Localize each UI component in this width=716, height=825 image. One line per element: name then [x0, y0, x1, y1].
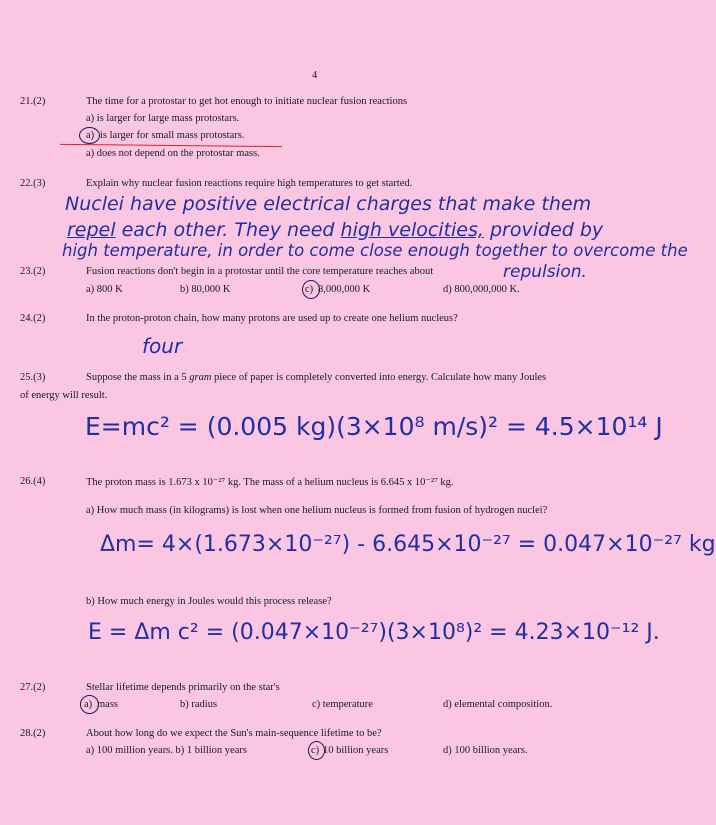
q26-part-b: b) How much energy in Joules would this process release?	[86, 596, 332, 607]
q23-number: 23.(2)	[20, 266, 46, 277]
q27-text: Stellar lifetime depends primarily on the star's	[86, 682, 280, 693]
q24-number: 24.(2)	[20, 313, 46, 324]
q27-option-a-letter: a)	[84, 699, 93, 710]
q21-option-b-text: is larger for small mass protostars.	[100, 130, 245, 141]
q28-option-c-text: 10 billion years	[323, 745, 389, 756]
q25-text-line2: of energy will result.	[20, 390, 108, 401]
q27-option-d: d) elemental composition.	[443, 699, 553, 710]
q22-handwritten-line3: high temperature, in order to come close enough together to overcome the	[62, 241, 688, 260]
q27-option-b: b) radius	[180, 699, 218, 710]
q21-red-underline	[60, 144, 282, 147]
q23-option-c-text: 8,000,000 K	[318, 284, 371, 295]
q23-option-c-letter: c)	[305, 284, 314, 295]
q27-option-a-text: mass	[97, 699, 118, 710]
q21-option-a: a) is larger for large mass protostars.	[86, 113, 240, 124]
q26-text: The proton mass is 1.673 x 10⁻²⁷ kg. The mass of a helium nucleus is 6.645 x 10⁻²⁷ kg.	[86, 477, 454, 488]
q26-handwritten-b: E = Δm c² = (0.047×10⁻²⁷)(3×10⁸)² = 4.23×10⁻¹² J.	[88, 620, 660, 645]
q23-option-d: d) 800,000,000 K.	[443, 284, 520, 295]
q22-number: 22.(3)	[20, 178, 46, 189]
q28-option-d: d) 100 billion years.	[443, 745, 528, 756]
q26-handwritten-a: Δm= 4×(1.673×10⁻²⁷) - 6.645×10⁻²⁷ = 0.047×10⁻²⁷ kg	[100, 532, 716, 557]
q25-number: 25.(3)	[20, 372, 46, 383]
q22-handwritten-line1: Nuclei have positive electrical charges that make them	[65, 193, 592, 215]
q27-option-c: c) temperature	[312, 699, 373, 710]
q24-handwritten-answer: four	[142, 334, 183, 358]
q28-option-c-letter: c)	[311, 745, 320, 756]
q21-number: 21.(2)	[20, 96, 46, 107]
q25-handwritten-answer: E=mc² = (0.005 kg)(3×10⁸ m/s)² = 4.5×10¹⁴ J	[85, 412, 663, 441]
q28-option-ab: a) 100 million years. b) 1 billion years	[86, 745, 247, 756]
q22-text: Explain why nuclear fusion reactions require high temperatures to get started.	[86, 178, 413, 189]
q25-text	[86, 372, 546, 383]
q28-number: 28.(2)	[20, 728, 46, 739]
q23-text: Fusion reactions don't begin in a protostar until the core temperature reaches about	[86, 266, 434, 277]
q22-hw-repel: repel	[67, 219, 116, 241]
q23-option-a: a) 800 K	[86, 284, 123, 295]
q26-part-a: a) How much mass (in kilograms) is lost when one helium nucleus is formed from fusion of hydrogen nuclei?	[86, 505, 548, 516]
q22-hw-high-velocities: high velocities,	[340, 219, 484, 241]
q25-text-gram: gram	[189, 372, 212, 383]
q26-number: 26.(4)	[20, 476, 46, 487]
q21-text: The time for a protostar to get hot enough to initiate nuclear fusion reactions	[86, 96, 408, 107]
q27-number: 27.(2)	[20, 682, 46, 693]
q25-text-pre: Suppose the mass in a 5	[86, 372, 187, 383]
q21-option-c: a) does not depend on the protostar mass.	[86, 148, 260, 159]
q22-handwritten-line2	[67, 219, 603, 241]
page-number: 4	[312, 70, 318, 81]
q23-option-b: b) 80,000 K	[180, 284, 231, 295]
q28-text: About how long do we expect the Sun's main-sequence lifetime to be?	[86, 728, 382, 739]
q22-hw-each-other: each other. They need	[121, 219, 335, 241]
q21-option-b-letter: a)	[86, 130, 95, 141]
q22-handwritten-line4: repulsion.	[503, 262, 587, 282]
q24-text: In the proton-proton chain, how many protons are used up to create one helium nucleus?	[86, 313, 458, 324]
q22-hw-provided-by: provided by	[489, 219, 604, 241]
q25-text-post: piece of paper is completely converted into energy. Calculate how many Joules	[214, 372, 547, 383]
